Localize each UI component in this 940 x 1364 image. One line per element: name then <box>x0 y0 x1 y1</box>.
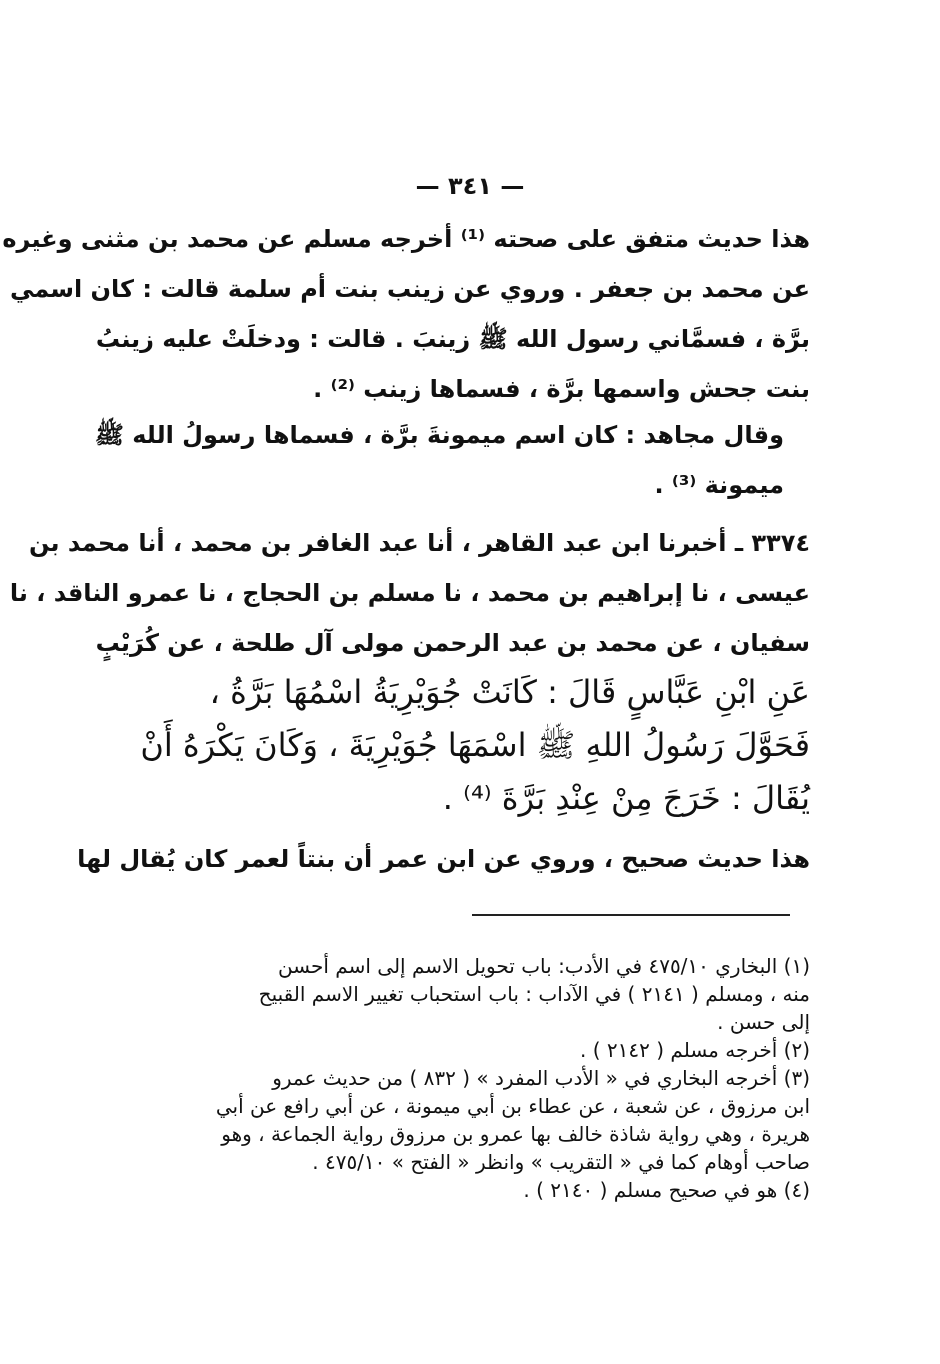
footnote-line: منه ، ومسلم ( ٢١٤١ ) في الآداب : باب استحباب تغيير الاسم القبيح <box>258 982 810 1006</box>
text-line: عن محمد بن جعفر . وروي عن زينب بنت أم سلمة قالت : كان اسمي <box>10 275 810 303</box>
footnote-line: (٤) هو في صحيح مسلم ( ٢١٤٠ ) . <box>523 1178 810 1202</box>
hadith-matn <box>140 666 810 825</box>
text-line: وقال مجاهد : كان اسم ميمونةَ برَّة ، فسماها رسولُ الله ﷺ <box>94 421 784 449</box>
footnotes <box>148 952 810 1204</box>
footnote-line: إلى حسن . <box>717 1010 810 1034</box>
text-line: سفيان ، عن محمد بن عبد الرحمن مولى آل طلحة ، عن كُرَيْبٍ <box>95 629 810 657</box>
page-number: — ٣٤١ — <box>415 172 525 200</box>
footnote-line: (١) البخاري ٤٧٥/١٠ في الأدب: باب تحويل الاسم إلى اسم أحسن <box>277 954 810 978</box>
hadith-isnad <box>9 518 810 668</box>
text-line: برَّة ، فسمَّاني رسول الله ﷺ زينبَ . قالت : ودخلَتْ عليه زينبُ <box>95 325 810 353</box>
footnote-divider <box>472 914 790 916</box>
footnote-line: هريرة ، وهي رواية شاذة خالف بها عمرو بن مرزوق رواية الجماعة ، وهو <box>221 1122 810 1146</box>
paragraph-1 <box>2 214 810 414</box>
footnote-line: صاحب أوهام كما في « التقريب » وانظر « الفتح » ٤٧٥/١٠ . <box>312 1150 810 1174</box>
text-line: هذا حديث صحيح ، وروي عن ابن عمر أن بنتاً لعمر كان يُقال لها <box>77 845 810 873</box>
text-line: بنت جحش واسمها برَّة ، فسماها زينب ⁽²⁾ . <box>313 375 810 403</box>
text-line: عَنِ ابْنِ عَبَّاسٍ قَالَ : كَانَتْ جُوَيْرِيَةُ اسْمُهَا بَرَّةُ ، <box>209 673 810 711</box>
text-line: ٣٣٧٤ ـ أخبرنا ابن عبد القاهر ، أنا عبد الغافر بن محمد ، أنا محمد بن <box>28 529 810 557</box>
paragraph-4 <box>77 834 810 884</box>
paragraph-2 <box>94 410 784 510</box>
text-line: فَحَوَّلَ رَسُولُ اللهِ ﷺ اسْمَهَا جُوَيْرِيَةَ ، وَكَانَ يَكْرَهُ أَنْ <box>140 726 810 764</box>
text-line: هذا حديث متفق على صحته ⁽¹⁾ أخرجه مسلم عن محمد بن مثنى وغيره <box>2 225 810 253</box>
text-line: عيسى ، نا إبراهيم بن محمد ، نا مسلم بن الحجاج ، نا عمرو الناقد ، نا <box>9 579 810 607</box>
footnote-line: (٢) أخرجه مسلم ( ٢١٤٢ ) . <box>580 1038 810 1062</box>
footnote-line: ابن مرزوق ، عن شعبة ، عن عطاء بن أبي ميمونة ، عن أبي رافع عن أبي <box>215 1094 810 1118</box>
text-line: يُقَالَ : خَرَجَ مِنْ عِنْدِ بَرَّةَ ⁽⁴⁾ . <box>442 779 810 817</box>
footnote-line: (٣) أخرجه البخاري في « الأدب المفرد » ( ٨٣٢ ) من حديث عمرو <box>272 1066 810 1090</box>
text-line: ميمونة ⁽³⁾ . <box>654 471 784 499</box>
